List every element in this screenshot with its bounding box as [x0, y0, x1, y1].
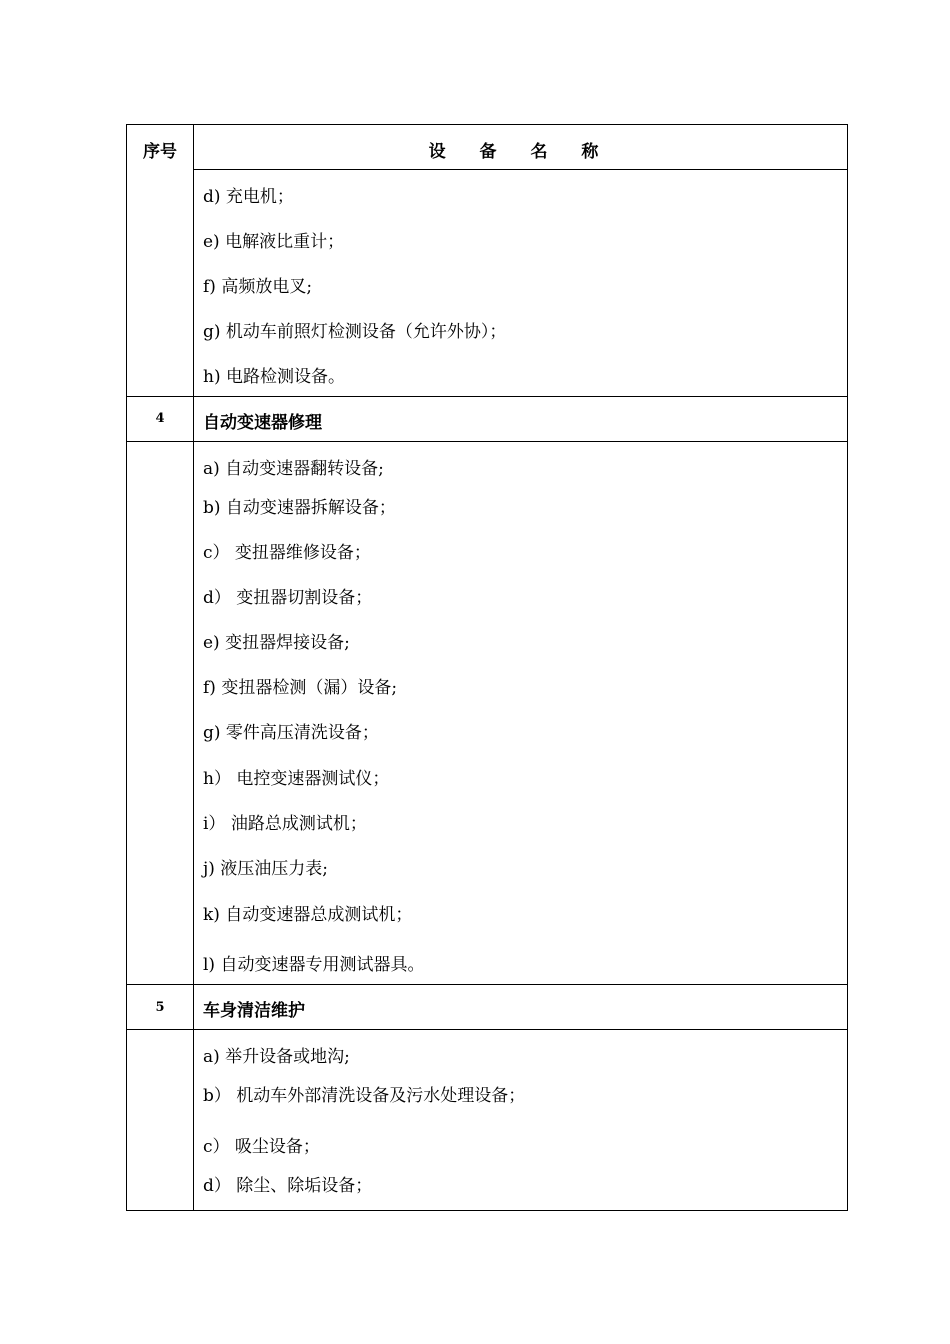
list-item: c） 变扭器维修设备； — [203, 543, 371, 563]
row-divider — [127, 984, 847, 985]
list-item: i） 油路总成测试机； — [203, 814, 367, 834]
header-equipment-name: 设 备 名 称 — [428, 142, 613, 162]
equipment-table — [126, 124, 848, 1211]
list-item: a) 自动变速器翻转设备; — [203, 459, 384, 479]
list-item: b) 自动变速器拆解设备； — [203, 498, 396, 518]
list-item: g) 零件高压清洗设备； — [203, 723, 379, 743]
section-5-title: 车身清洁维护 — [203, 1001, 305, 1021]
column-divider — [193, 125, 194, 1210]
header-divider — [193, 169, 847, 170]
row-divider — [127, 1029, 847, 1030]
border-gap — [848, 169, 852, 261]
list-item: h） 电控变速器测试仪； — [203, 769, 390, 789]
header-serial-number: 序号 — [143, 142, 177, 162]
list-item: l) 自动变速器专用测试器具。 — [203, 955, 425, 975]
list-item: d） 除尘、除垢设备； — [203, 1176, 373, 1196]
list-item: h) 电路检测设备。 — [203, 367, 345, 387]
section-4-number: 4 — [155, 411, 165, 426]
list-item: k) 自动变速器总成测试机； — [203, 905, 413, 925]
section-4-title: 自动变速器修理 — [203, 413, 322, 433]
row-divider — [127, 396, 847, 397]
list-item: b） 机动车外部清洗设备及污水处理设备； — [203, 1086, 526, 1106]
list-item: e) 电解液比重计； — [203, 232, 345, 252]
section-5-number: 5 — [155, 1000, 165, 1015]
list-item: e) 变扭器焊接设备; — [203, 633, 350, 653]
list-item: g) 机动车前照灯检测设备（允许外协）； — [203, 322, 507, 342]
row-divider — [127, 441, 847, 442]
list-item: f) 变扭器检测（漏）设备; — [203, 678, 398, 698]
list-item: f) 高频放电叉; — [203, 277, 313, 297]
list-item: d) 充电机； — [203, 187, 294, 207]
list-item: a) 举升设备或地沟; — [203, 1047, 350, 1067]
list-item: c） 吸尘设备； — [203, 1137, 320, 1157]
list-item: d） 变扭器切割设备； — [203, 588, 373, 608]
list-item: j) 液压油压力表; — [203, 859, 329, 879]
